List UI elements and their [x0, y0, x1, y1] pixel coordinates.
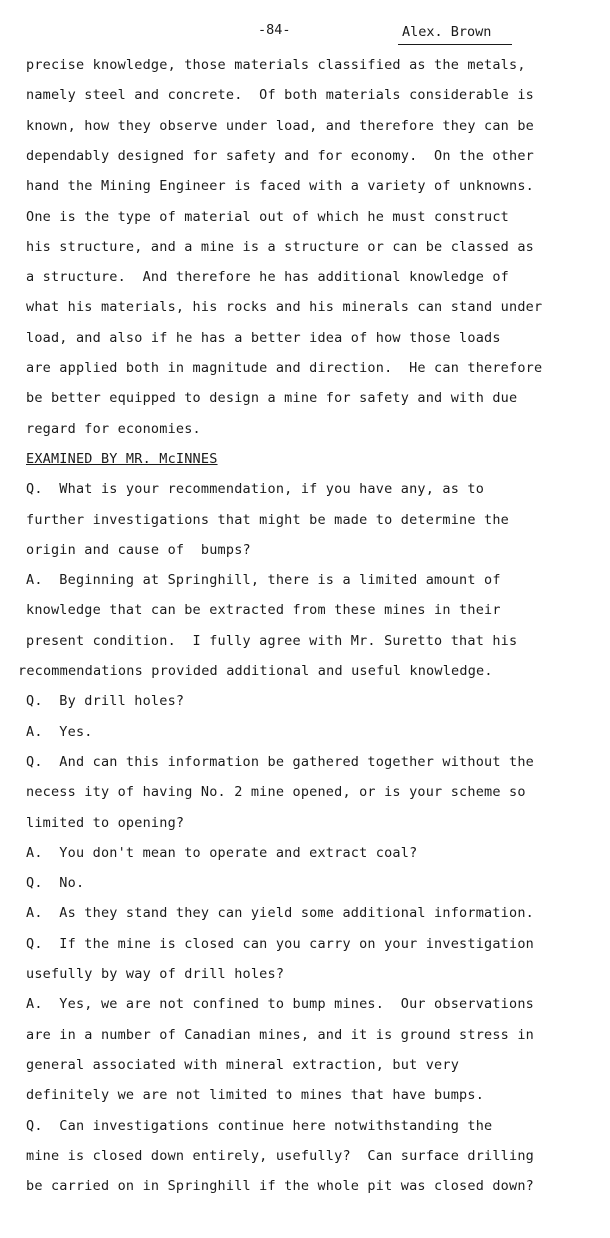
text-line: usefully by way of drill holes?: [26, 966, 285, 982]
text-line: mine is closed down entirely, usefully? Can surface drilling: [26, 1147, 534, 1164]
text-line: origin and cause of bumps?: [26, 541, 251, 558]
text-line: necess ity of having No. 2 mine opened, or is your scheme so: [26, 784, 526, 801]
witness-name: Alex. Brown: [402, 24, 492, 40]
text-line: A. Beginning at Springhill, there is a limited amount of: [26, 572, 501, 589]
text-line: present condition. I fully agree with Mr. Suretto that his: [26, 632, 518, 649]
text-line: knowledge that can be extracted from these mines in their: [26, 602, 501, 619]
text-line: his structure, and a mine is a structure or can be classed as: [26, 238, 534, 255]
text-line: dependably designed for safety and for economy. On the other: [26, 147, 534, 164]
page-number: -84-: [258, 22, 291, 38]
text-line: namely steel and concrete. Of both materials considerable is: [26, 87, 534, 104]
text-line: Q. And can this information be gathered together without the: [26, 753, 534, 770]
text-line: definitely we are not limited to mines that have bumps.: [26, 1087, 485, 1104]
text-line: known, how they observe under load, and therefore they can be: [26, 117, 534, 134]
text-line: regard for economies.: [26, 420, 201, 437]
text-line: A. You don't mean to operate and extract coal?: [26, 844, 418, 861]
text-line: A. Yes, we are not confined to bump mines. Our observations: [26, 996, 534, 1013]
text-line: Q. By drill holes?: [26, 693, 185, 710]
text-line: load, and also if he has a better idea of how those loads: [26, 329, 501, 346]
text-line: a structure. And therefore he has additional knowledge of: [26, 269, 510, 286]
text-line: Q. Can investigations continue here notwithstanding the: [26, 1117, 493, 1134]
text-line: A. Yes.: [26, 723, 93, 740]
text-line: recommendations provided additional and useful knowledge.: [18, 663, 493, 679]
witness-underline: [398, 44, 512, 45]
text-line: precise knowledge, those materials classified as the metals,: [26, 57, 526, 73]
text-line: further investigations that might be made to determine the: [26, 511, 510, 528]
text-line: what his materials, his rocks and his minerals can stand under: [26, 299, 543, 316]
page-header: [0, 22, 610, 46]
text-line: general associated with mineral extraction, but very: [26, 1056, 460, 1073]
text-line: hand the Mining Engineer is faced with a variety of unknowns.: [26, 178, 534, 195]
text-line: Q. If the mine is closed can you carry on your investigation: [26, 935, 534, 952]
text-line: are in a number of Canadian mines, and it is ground stress in: [26, 1026, 534, 1043]
text-line: A. As they stand they can yield some additional information.: [26, 905, 534, 922]
text-line: limited to opening?: [26, 814, 185, 831]
text-line: be better equipped to design a mine for safety and with due: [26, 390, 518, 407]
text-line: are applied both in magnitude and direction. He can therefore: [26, 360, 543, 376]
text-line: Q. No.: [26, 875, 85, 892]
examination-heading: EXAMINED BY MR. McINNES: [26, 450, 218, 467]
text-line: be carried on in Springhill if the whole pit was closed down?: [26, 1178, 534, 1195]
text-line: Q. What is your recommendation, if you have any, as to: [26, 481, 485, 498]
text-line: One is the type of material out of which he must construct: [26, 208, 510, 225]
